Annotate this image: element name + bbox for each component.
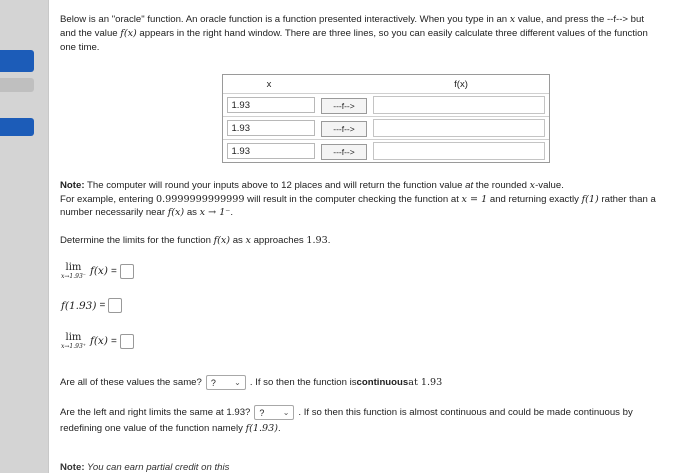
math-fx: f(x) <box>89 265 108 277</box>
same-values-select[interactable] <box>206 375 246 390</box>
header-fx: f(x) <box>454 78 468 90</box>
evaluate-button[interactable]: ---f--> <box>321 121 367 137</box>
math-fx: f(x) <box>213 235 231 246</box>
note-text: as <box>184 207 200 218</box>
intro-text <box>60 13 700 55</box>
fx-cell <box>373 119 549 137</box>
question-part: redefining one value of the function namely <box>60 423 246 434</box>
x-cell <box>223 120 315 136</box>
continuous-word: continuous <box>356 377 409 388</box>
question-panel <box>48 0 700 473</box>
question-part: as <box>230 235 246 246</box>
left-limit-answer-input[interactable] <box>120 264 134 279</box>
value-row <box>61 298 122 313</box>
math-number: 1.93 <box>306 235 328 246</box>
rounding-note <box>60 179 700 220</box>
fx-output <box>373 142 545 160</box>
chevron-down-icon: ⌄ <box>234 378 241 387</box>
right-limit-row <box>61 332 134 350</box>
left-strip <box>0 0 48 473</box>
question-part: . <box>327 235 331 246</box>
evaluate-button[interactable]: ---f--> <box>321 144 367 160</box>
lim-subscript: x→1.93⁻ <box>61 273 86 280</box>
evaluate-button[interactable]: ---f--> <box>321 98 367 114</box>
question-part: . <box>278 423 281 434</box>
limits-same-question <box>60 405 633 420</box>
button-cell <box>315 142 373 160</box>
note-text: -value. <box>535 180 564 191</box>
intro-part: value, and press the --f--> but <box>515 14 644 25</box>
function-value-answer-input[interactable] <box>108 298 122 313</box>
fx-output <box>373 96 545 114</box>
equals-sign: = <box>110 335 117 347</box>
redefine-text <box>60 422 700 436</box>
math-f-value: f(1.93) <box>61 299 97 312</box>
fx-cell <box>373 96 549 114</box>
question-part: Are all of these values the same? <box>60 377 202 388</box>
x-cell <box>223 97 315 113</box>
x-input[interactable] <box>227 97 315 113</box>
partial-credit-note <box>60 462 229 473</box>
note-text: For example, entering <box>60 193 156 205</box>
note-label: Note: <box>60 462 85 473</box>
button-cell <box>315 119 373 137</box>
lim-word: lim <box>65 332 82 343</box>
intro-part: and the value <box>60 28 121 39</box>
math-x: x <box>245 235 251 246</box>
oracle-table <box>222 74 550 163</box>
chevron-down-icon: ⌄ <box>282 408 290 417</box>
nav-tab-2[interactable] <box>0 78 34 92</box>
note-text: The computer will round your inputs above to 12 places and will return the function value <box>84 180 466 191</box>
button-cell <box>315 96 373 114</box>
fx-cell <box>373 142 549 160</box>
select-value: ? <box>210 377 216 388</box>
note-text: . <box>230 207 234 218</box>
math-limit: x → 1⁻ <box>199 207 231 218</box>
oracle-row <box>223 93 549 116</box>
intro-part: one time. <box>60 42 100 53</box>
math-f1: f(1) <box>581 193 599 205</box>
question-part: Are the left and right limits the same at 1.93? <box>60 407 251 418</box>
math-x: x <box>529 180 536 191</box>
note-text: rather than a <box>598 193 656 205</box>
header-x: x <box>266 78 272 90</box>
question-part: Determine the limits for the function <box>60 235 214 246</box>
equals-sign: = <box>110 265 117 277</box>
lim-word: lim <box>65 262 82 273</box>
x-input[interactable] <box>227 120 315 136</box>
nav-tab-3[interactable] <box>0 118 34 136</box>
question-text <box>60 235 330 246</box>
note-text: and returning exactly <box>487 193 582 205</box>
lim-operator <box>61 262 86 280</box>
left-limit-row <box>61 262 134 280</box>
nav-tab-1[interactable] <box>0 50 34 72</box>
x-input[interactable] <box>227 143 315 159</box>
lim-subscript: x→1.93⁺ <box>61 343 86 350</box>
intro-part: appears in the right hand window. There are three lines, so you can easily calculate three different values of the function <box>136 28 648 39</box>
select-value: ? <box>259 407 265 418</box>
limits-same-select[interactable] <box>254 405 294 420</box>
note-text: number necessarily near <box>60 207 168 218</box>
equals-sign: = <box>99 300 106 311</box>
math-eq: x = 1 <box>461 193 488 205</box>
math-fx: f(x) <box>167 207 185 218</box>
lim-operator <box>61 332 86 350</box>
math-x: x <box>509 14 516 25</box>
note-text: the rounded <box>473 180 530 191</box>
math-fx: f(x) <box>89 335 108 347</box>
math-fx: f(x) <box>120 28 137 39</box>
oracle-row <box>223 116 549 139</box>
question-part: at 1.93 <box>408 377 443 388</box>
right-limit-answer-input[interactable] <box>120 334 134 349</box>
intro-part: Below is an "oracle" function. An oracle function is a function presented interactively. When you type in an <box>60 14 510 25</box>
note-label: Note: <box>60 180 85 191</box>
note-text: at <box>465 180 474 191</box>
question-part: . If so then the function is <box>249 377 357 388</box>
fx-output <box>373 119 545 137</box>
math-f-value: f(1.93) <box>245 423 279 434</box>
math-number: 0.9999999999999 <box>155 193 245 205</box>
x-cell <box>223 143 315 159</box>
question-part: . If so then this function is almost continuous and could be made continuous by <box>298 407 633 418</box>
continuity-question <box>60 375 442 390</box>
oracle-header <box>223 75 549 93</box>
note-text: You can earn partial credit on this <box>84 462 230 473</box>
note-text: will result in the computer checking the function at <box>244 193 462 205</box>
question-part: approaches <box>250 235 307 246</box>
oracle-row <box>223 139 549 162</box>
